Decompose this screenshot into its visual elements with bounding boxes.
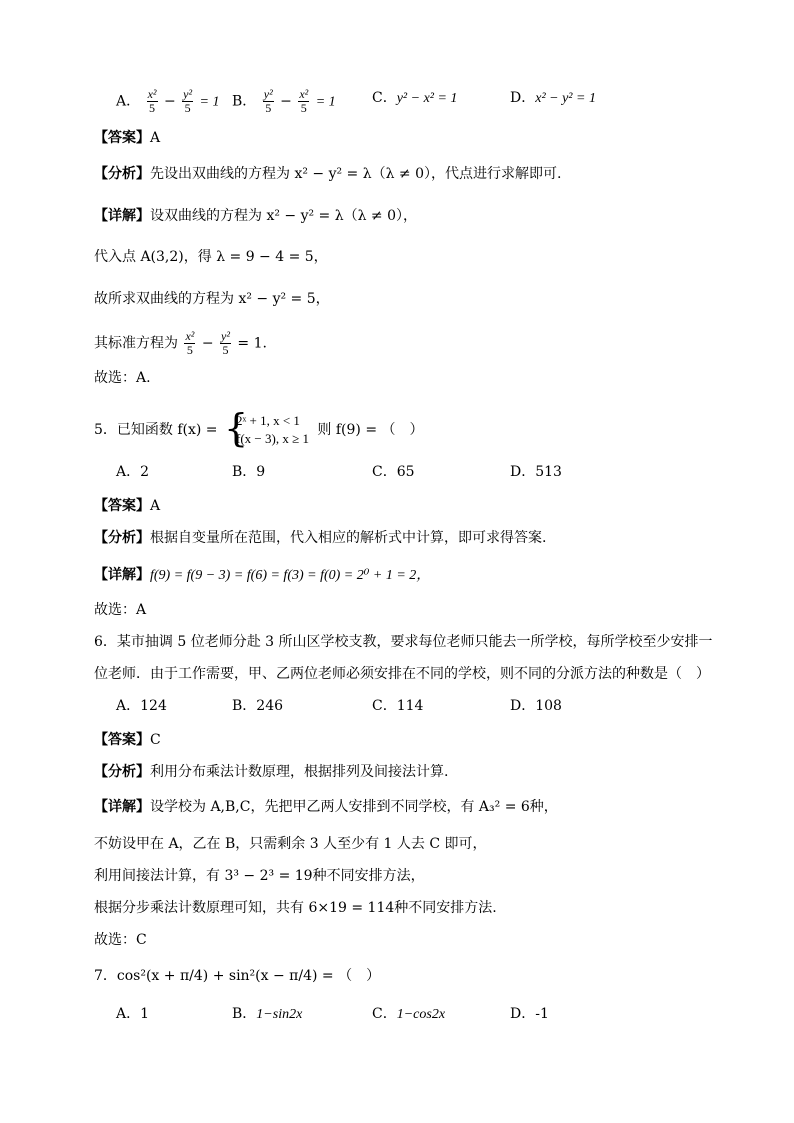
q4-option-c: C．y² − x² = 1 (372, 90, 458, 106)
q4-option-b: B． $\frac{\text{y²}}{5}$ − $\frac{\text{x²}}{5}$ = 1 (232, 87, 336, 115)
q6-stem-line-2: 位老师．由于工作需要，甲、乙两位老师必须安排在不同的学校，则不同的分派方法的种数是（ ） (94, 666, 710, 682)
q4-detail-1: 【详解】设双曲线的方程为 x² − y² = λ（λ ≠ 0）， (94, 208, 418, 224)
q4-detail-2: 代入点 A(3,2)，得 λ = 9 − 4 = 5， (94, 249, 328, 265)
q4-analysis: 【分析】先设出双曲线的方程为 x² − y² = λ（λ ≠ 0），代点进行求解即可. (94, 166, 562, 182)
q6-detail-4: 根据分步乘法计数原理可知，共有 6×19 = 114种不同安排方法. (94, 900, 497, 916)
q5-conclusion: 故选：A (94, 602, 147, 618)
q6-conclusion: 故选：C (94, 932, 147, 948)
q6-detail-2: 不妨设甲在 A，乙在 B，只需剩余 3 人至少有 1 人去 C 即可， (94, 836, 487, 852)
q6-option-c: C．114 (372, 698, 424, 714)
q5-option-a: A．2 (116, 464, 150, 480)
q6-stem-line-1: 6．某市抽调 5 位老师分赴 3 所山区学校支教，要求每位老师只能去一所学校，每所学校至少安排一 (94, 634, 713, 650)
q5-option-c: C．65 (372, 464, 415, 480)
q6-option-a: A．124 (116, 698, 167, 714)
q4-answer: 【答案】A (94, 130, 161, 146)
q5-option-d: D．513 (510, 464, 562, 480)
q5-option-b: B．9 (232, 464, 266, 480)
q6-analysis: 【分析】利用分布乘法计数原理，根据排列及间接法计算. (94, 764, 449, 780)
piecewise-brace: { 2ˣ + 1, x < 1 f(x − 3), x ≥ 1 (226, 412, 309, 448)
q6-detail-1: 【详解】设学校为 A,B,C，先把甲乙两人安排到不同学校，有 A₃² = 6种， (94, 799, 558, 815)
q4-option-a: A． $\frac{\text{x²}}{5}$ − $\frac{\text{y²}}{5}$ = 1 (116, 87, 220, 115)
q4-conclusion: 故选：A. (94, 370, 151, 386)
q7-option-d: D．-1 (510, 1006, 549, 1022)
q6-option-d: D．108 (510, 698, 562, 714)
q4-detail-4: 其标准方程为 $\frac{\text{x²}}{5}$ − $\frac{\text{y²}}{5}$ = 1. (94, 329, 267, 357)
q7-option-b: B．1−sin2x (232, 1006, 303, 1022)
q5-answer: 【答案】A (94, 498, 161, 514)
q4-option-d: D．x² − y² = 1 (510, 90, 596, 106)
q6-answer: 【答案】C (94, 732, 161, 748)
q5-stem: 5．已知函数 f(x) = { 2ˣ + 1, x < 1 f(x − 3), x ≥ 1 则 f(9) = （ ） (94, 412, 424, 448)
q7-option-a: A．1 (116, 1006, 150, 1022)
q6-option-b: B．246 (232, 698, 284, 714)
q7-stem: 7．cos²(x + π/4) + sin²(x − π/4) = （ ） (94, 968, 381, 984)
q6-detail-3: 利用间接法计算，有 3³ − 2³ = 19种不同安排方法， (94, 868, 425, 884)
q4-detail-3: 故所求双曲线的方程为 x² − y² = 5， (94, 291, 330, 307)
q5-detail: 【详解】f(9) = f(9 − 3) = f(6) = f(3) = f(0) = 2⁰ + 1 = 2， (94, 567, 431, 583)
q7-option-c: C．1−cos2x (372, 1006, 446, 1022)
q5-analysis: 【分析】根据自变量所在范围，代入相应的解析式中计算，即可求得答案. (94, 530, 547, 546)
